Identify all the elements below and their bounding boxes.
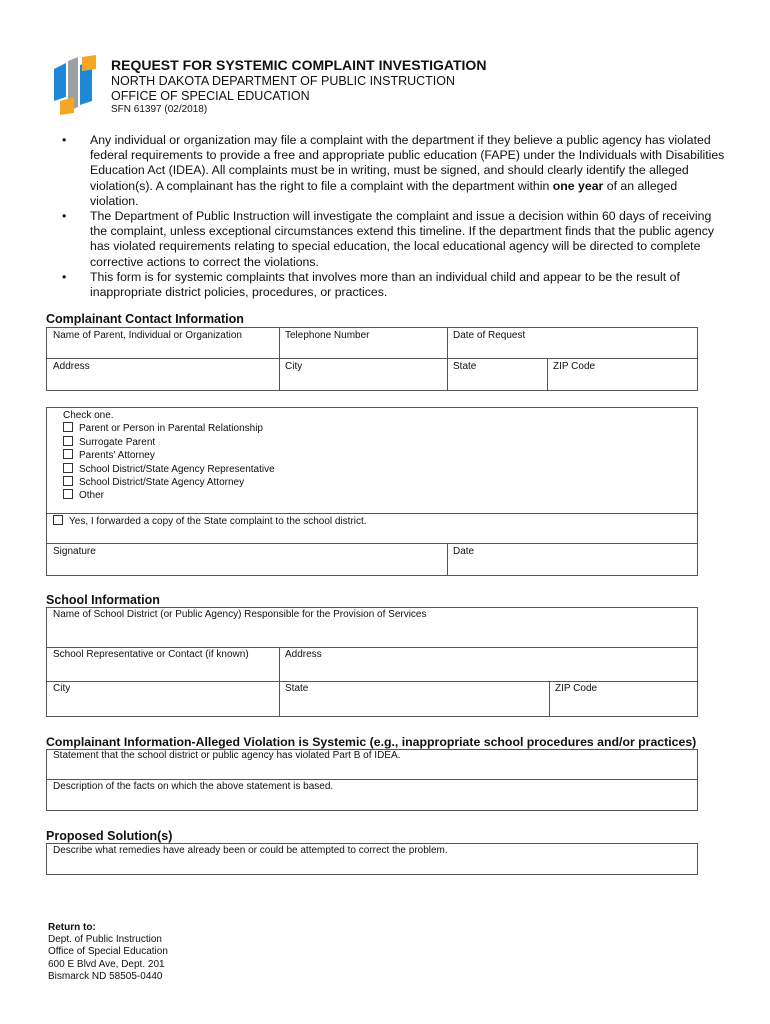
date-of-request-field[interactable]: Date of Request [453,330,526,341]
relationship-checklist [63,409,275,503]
return-line: Bismarck ND 58505-0440 [48,970,163,982]
complainant-table [46,327,698,391]
school-zip-field[interactable]: ZIP Code [555,683,598,694]
checkbox-option[interactable]: Surrogate Parent [63,436,275,449]
intro-bullet: • This form is for systemic complaints that involves more than an individual child and appear to be the result of inappropriate district policies, procedures, or practices. [62,269,680,300]
name-field[interactable]: Name of Parent, Individual or Organization [53,330,242,341]
forwarded-checkbox[interactable]: Yes, I forwarded a copy of the State complaint to the school district. [53,515,367,528]
checkbox-icon[interactable] [63,476,73,486]
checkbox-icon[interactable] [63,436,73,446]
school-representative-field[interactable]: School Representative or Contact (if known) [53,649,249,660]
signature-field[interactable]: Signature [53,546,96,557]
checkbox-option[interactable]: School District/State Agency Attorney [63,476,275,489]
bullet-icon: • [62,209,67,224]
checkbox-icon[interactable] [53,515,63,525]
form-number: SFN 61397 (02/2018) [111,104,208,115]
checkbox-icon[interactable] [63,463,73,473]
checkbox-option[interactable]: Other [63,489,275,502]
remedies-field[interactable]: Describe what remedies have already been or could be attempted to correct the problem. [53,845,448,856]
office-name: OFFICE OF SPECIAL EDUCATION [111,89,310,103]
complainant-section-title: Complainant Contact Information [46,312,244,326]
solution-section-title: Proposed Solution(s) [46,829,173,843]
violation-section-title: Complainant Information-Alleged Violation is Systemic (e.g., inappropriate school procedures and/or practices) [46,735,697,749]
intro-bullet: • Any individual or organization may file a complaint with the department if they believe a public agency has violated federal requirements to provide a free and appropriate public education (FAPE) under the Individuals with Disabilities Education Act (IDEA). All complaints must be in writing, must be signed, and should clearly identify the alleged violation(s). A complainant has the right to file a complaint with the department within one year of an alleged violation. [62,133,725,208]
form-title: REQUEST FOR SYSTEMIC COMPLAINT INVESTIGATION [111,57,487,73]
intro-bullets [62,133,727,300]
violation-table [46,749,698,811]
intro-bullet: • The Department of Public Instruction will investigate the complaint and issue a decision within 60 days of receiving the complaint, unless exceptional circumstances extend this timeline. If the department finds that the public agency has violated requirements relating to special education, the local educational agency will be directed to complete corrective actions to correct the violations. [62,209,715,269]
school-district-field[interactable]: Name of School District (or Public Agency) Responsible for the Provision of Services [53,609,427,620]
telephone-field[interactable]: Telephone Number [285,330,370,341]
checkbox-icon[interactable] [63,489,73,499]
check-one-heading: Check one. [63,410,114,421]
return-line: 600 E Blvd Ave, Dept. 201 [48,958,165,970]
school-section-title: School Information [46,593,160,607]
checkbox-icon[interactable] [63,422,73,432]
checkbox-option[interactable]: Parent or Person in Parental Relationship [63,422,275,435]
address-field[interactable]: Address [53,361,90,372]
checkbox-option[interactable]: Parents' Attorney [63,449,275,462]
bullet-icon: • [62,269,67,284]
relationship-table [46,407,698,576]
solution-table [46,843,698,875]
return-heading: Return to: [48,922,96,933]
checkbox-option[interactable]: School District/State Agency Representative [63,463,275,476]
bullet-icon: • [62,133,67,147]
signature-date-field[interactable]: Date [453,546,475,557]
state-field[interactable]: State [453,361,477,372]
facts-description-field[interactable]: Description of the facts on which the above statement is based. [53,781,334,792]
violation-statement-field[interactable]: Statement that the school district or public agency has violated Part B of IDEA. [53,750,401,761]
checkbox-icon[interactable] [63,449,73,459]
school-table [46,607,698,717]
zip-field[interactable]: ZIP Code [553,361,596,372]
return-line: Office of Special Education [48,946,168,958]
return-address [48,922,168,983]
return-line: Dept. of Public Instruction [48,934,162,946]
ndpi-logo [52,55,100,115]
department-name: NORTH DAKOTA DEPARTMENT OF PUBLIC INSTRUCTION [111,74,456,88]
city-field[interactable]: City [285,361,303,372]
school-address-field[interactable]: Address [285,649,322,660]
school-city-field[interactable]: City [53,683,71,694]
school-state-field[interactable]: State [285,683,309,694]
